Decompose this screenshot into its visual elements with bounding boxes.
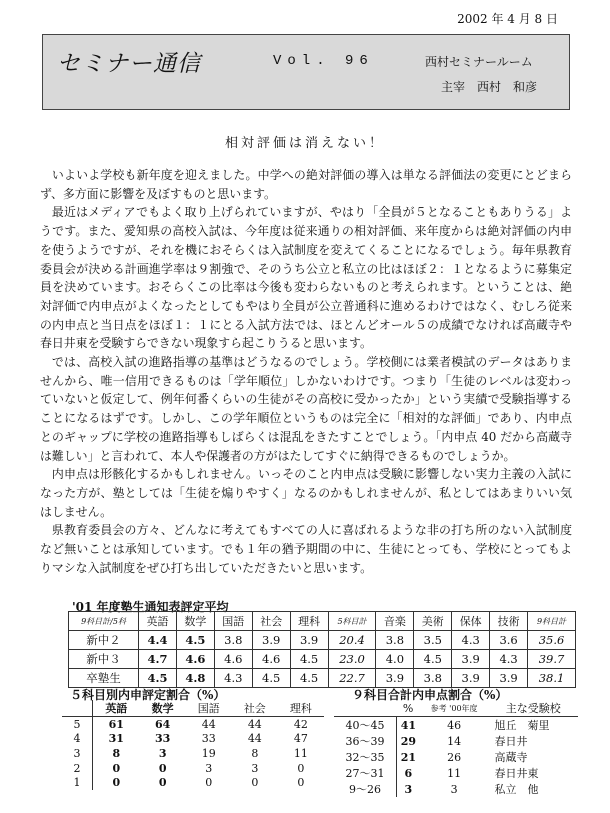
paragraph: では、高校入試の進路指導の基準はどうなるのでしょう。学校側には業者模試のデータはありませんから、唯一信用できるものは「学年順位」しかないわけです。つまり「生徒のレベルは変わっていないと仮定して、例年何番くらいの生徒がその高校に受かったか」という実績で受験指導することになるはずです。しかし、この学年順位というものは完全に「相対的な評価」であり、内申点とのギャップに学校の進路指導もしばらくは混乱をきたすことでしょう。「内申点 40 だから高蔵寺は難しい」と言われて、本人や保護者の方がはたしてすぐに納得できるものでしょうか。	[40, 355, 572, 463]
subject-grade-ratio-table	[62, 700, 324, 790]
table-row	[62, 717, 324, 732]
table-cell: 38.1	[528, 669, 576, 688]
table-cell: 14	[447, 734, 462, 748]
table3-caption: ９科目合計内申点割合（%）	[352, 688, 508, 702]
row-label: 3	[62, 746, 93, 761]
paragraph: 内申点は形骸化するかもしれません。いっそのこと内申点は受験に影響しない実力主義の入試になった方が、塾としては「生徒を煽りやすく」なるのかもしれませんが、私としてはあまりいい気はしません。	[40, 467, 572, 519]
table-cell: 41	[400, 718, 416, 732]
table-cell: 3.9	[252, 631, 290, 650]
table-cell: 11	[293, 746, 308, 760]
table-cell: 4.3	[452, 631, 490, 650]
table-cell: 8	[251, 746, 259, 760]
table-cell: 4.5	[290, 650, 328, 669]
table-cell: 4.6	[252, 650, 290, 669]
row-label: 新中２	[69, 631, 139, 650]
table-header: 主な受験校	[489, 700, 579, 717]
volume-number: Vol. 96	[273, 53, 374, 69]
table-cell: 33	[201, 732, 216, 746]
organization-name: 西村セミナールーム	[425, 55, 533, 69]
table-header: 音楽	[376, 612, 414, 631]
table-cell: 19	[201, 746, 216, 760]
table-header	[334, 700, 397, 717]
table-header: 英語	[93, 700, 140, 717]
table-header: 理科	[278, 700, 324, 717]
table-header: 社会	[252, 612, 290, 631]
table-header: 保体	[452, 612, 490, 631]
table-cell: 3.9	[490, 669, 528, 688]
paragraph: 県教育委員会の方々、どんなに考えてもすべての人に喜ばれるような非の打ち所のない入試制度など無いことは承知しています。でも１年の猶予期間の中に、生徒にとっても、学校にとってもよりマシな入試制度をぜひ打ち出していただきたいと思います。	[40, 523, 572, 575]
table-cell: 4.4	[139, 631, 177, 650]
row-label: 36～39	[334, 733, 397, 749]
table-cell: 3.8	[376, 631, 414, 650]
table-cell: 3.8	[214, 631, 252, 650]
table-cell: 4.7	[139, 650, 177, 669]
table-row	[69, 631, 576, 650]
row-label: 卒塾生	[69, 669, 139, 688]
table-row	[62, 761, 324, 776]
table-cell: 64	[155, 717, 171, 731]
table-cell: 3.9	[452, 650, 490, 669]
row-label: 2	[62, 761, 93, 776]
table-cell: 4.5	[414, 650, 452, 669]
table-row	[334, 749, 578, 765]
table-cell: 8	[112, 746, 121, 760]
table-cell: 31	[108, 732, 124, 746]
row-label: 1	[62, 775, 93, 790]
table-cell: 4.3	[214, 669, 252, 688]
table-row	[62, 746, 324, 761]
table-cell: 44	[247, 717, 262, 731]
table-cell: 4.5	[290, 669, 328, 688]
table-cell: 44	[247, 732, 262, 746]
table-cell: 47	[293, 732, 308, 746]
table-cell: 3	[450, 782, 458, 796]
table-cell: 4.6	[176, 650, 214, 669]
article-body	[40, 166, 572, 577]
table1-caption: '01 年度塾生通知表評定平均	[72, 600, 229, 614]
article-title: 相対評価は消えない！	[224, 136, 385, 151]
row-label: 32～35	[334, 749, 397, 765]
paragraph: いよいよ学校も新年度を迎えました。中学への絶対評価の導入は単なる評価法の変更にとどまらず、多方面に影響を及ぼすものと思います。	[40, 168, 572, 201]
table-cell: 0	[251, 776, 259, 790]
total-score-ratio-table	[334, 700, 578, 797]
table-header-row	[334, 700, 578, 717]
table-cell: 0	[112, 776, 121, 790]
table-row	[69, 669, 576, 688]
table-cell: 4.8	[176, 669, 214, 688]
table-cell: 0	[205, 776, 213, 790]
table-cell: 22.7	[328, 669, 376, 688]
author-name: 主宰 西村 和彦	[441, 80, 538, 94]
table-cell: 0	[158, 761, 167, 775]
table-header: 9科目計	[528, 612, 576, 631]
table-row	[62, 732, 324, 747]
row-label: 27～31	[334, 765, 397, 781]
table-row	[334, 733, 578, 749]
row-label: 40～45	[334, 717, 397, 734]
table-cell: 39.7	[528, 650, 576, 669]
table-cell: 23.0	[328, 650, 376, 669]
table-cell: 0	[297, 761, 305, 775]
table-cell: 11	[447, 766, 462, 780]
table-header: %	[397, 700, 420, 717]
table-cell: 3.5	[414, 631, 452, 650]
issue-date: 2002 年 4 月 8 日	[457, 12, 558, 26]
table-row	[334, 717, 578, 734]
row-label: 5	[62, 717, 93, 732]
table-cell: 旭丘 菊里	[494, 719, 550, 732]
table-cell: 6	[404, 766, 413, 780]
table-header: 参考 '00年度	[420, 700, 489, 717]
table-cell: 4.6	[214, 650, 252, 669]
table-header: 国語	[186, 700, 232, 717]
table-cell: 3.9	[452, 669, 490, 688]
table-cell: 4.5	[252, 669, 290, 688]
table-header: 国語	[214, 612, 252, 631]
table-header	[62, 700, 93, 717]
table-cell: 3.6	[490, 631, 528, 650]
table-row	[69, 650, 576, 669]
table-cell: 3	[158, 746, 167, 760]
table-cell: 0	[112, 761, 121, 775]
table-cell: 42	[293, 717, 308, 731]
table-header: 理科	[290, 612, 328, 631]
newsletter-title: セミナー通信	[57, 51, 201, 77]
paragraph: 最近はメディアでもよく取り上げられていますが、やはり「全員が５となることもありうる」ようです。また、愛知県の高校入試は、今年度は従来通りの相対評価、来年度からは絶対評価の内申を使うようですが、それを機におそらくは入試制度を変えてくることになるでしょう。毎年県教育委員会が決める計画進学率は９割強で、そのうち公立と私立の比はほぼ２：１となるように募集定員を決めています。おそらくこの比率は今後も変わらないものと考えられます。ということは、絶対評価で内申点がよくなったとしてもやはり全員が公立普通科に進めるわけではなく、むしろ従来の内申点と当日点をほぼ１：１にとる入試方法では、ほとんどオール５の成績でなければ高蔵寺や春日井東を受験すらできない現象すら起こりうると思います。	[40, 205, 572, 351]
table-header: 技術	[490, 612, 528, 631]
table-cell: 4.5	[139, 669, 177, 688]
table-cell: 4.0	[376, 650, 414, 669]
table-cell: 3	[251, 761, 259, 775]
row-label: 9～26	[334, 781, 397, 797]
table-cell: 26	[447, 750, 462, 764]
table-cell: 44	[201, 717, 216, 731]
table-cell: 春日井東	[494, 767, 539, 780]
row-label: 4	[62, 732, 93, 747]
table-cell: 3.8	[414, 669, 452, 688]
table-row	[62, 775, 324, 790]
table-header: 9科目計/5科	[69, 612, 139, 631]
table2-caption: ５科目別内申評定割合（%）	[70, 688, 226, 702]
table-cell: 春日井	[494, 735, 528, 748]
table-cell: 46	[447, 718, 462, 732]
table-cell: 4.3	[490, 650, 528, 669]
table-cell: 私立 他	[494, 783, 539, 796]
grade-average-table	[68, 611, 576, 688]
table-cell: 3.9	[376, 669, 414, 688]
table-header: 5科目計	[328, 612, 376, 631]
newsletter-header	[42, 34, 570, 110]
table-header: 社会	[232, 700, 278, 717]
table-header-row	[69, 612, 576, 631]
table-header: 美術	[414, 612, 452, 631]
table-cell: 29	[400, 734, 416, 748]
table-cell: 33	[155, 732, 171, 746]
table-row	[334, 765, 578, 781]
table-cell: 3	[404, 782, 413, 796]
table-row	[334, 781, 578, 797]
table-cell: 35.6	[528, 631, 576, 650]
table-cell: 21	[400, 750, 416, 764]
table-header: 数学	[140, 700, 186, 717]
table-cell: 20.4	[328, 631, 376, 650]
table-cell: 高蔵寺	[494, 751, 528, 764]
row-label: 新中３	[69, 650, 139, 669]
table-cell: 3	[205, 761, 213, 775]
table-cell: 0	[158, 776, 167, 790]
table-cell: 3.9	[290, 631, 328, 650]
table-cell: 0	[297, 776, 305, 790]
table-cell: 4.5	[176, 631, 214, 650]
table-header: 英語	[139, 612, 177, 631]
table-header-row	[62, 700, 324, 717]
table-header: 数学	[176, 612, 214, 631]
table-cell: 61	[108, 717, 124, 731]
